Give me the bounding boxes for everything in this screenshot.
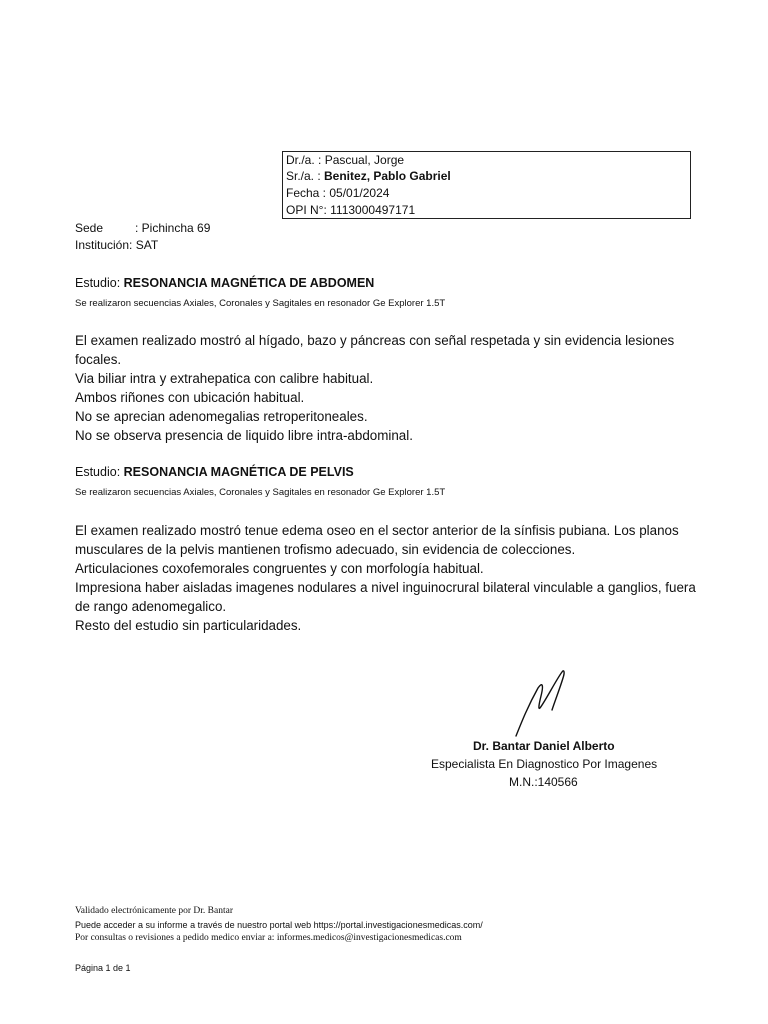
study-title: RESONANCIA MAGNÉTICA DE PELVIS bbox=[123, 465, 354, 479]
report-line: No se observa presencia de liquido libre intra-abdominal. bbox=[75, 428, 413, 443]
study-sequences: Se realizaron secuencias Axiales, Coronales y Sagitales en resonador Ge Explorer 1.5T bbox=[75, 298, 446, 309]
opi-line bbox=[286, 202, 415, 219]
page-number: Página 1 de 1 bbox=[75, 963, 131, 973]
doctor-name: Pascual, Jorge bbox=[324, 153, 405, 167]
signer-title: Especialista En Diagnostico Por Imagenes bbox=[431, 757, 658, 771]
report-line: No se aprecian adenomegalias retroperitoneales. bbox=[75, 409, 368, 424]
study-label: Estudio: bbox=[75, 465, 124, 479]
study-sequences: Se realizaron secuencias Axiales, Coronales y Sagitales en resonador Ge Explorer 1.5T bbox=[75, 487, 446, 498]
contact-note: Por consultas o revisiones a pedido medico enviar a: informes.medicos@investigacionesmedicas.com bbox=[75, 933, 462, 943]
date-value: 05/01/2024 bbox=[329, 186, 390, 200]
validation-note: Validado electrónicamente por Dr. Bantar bbox=[75, 906, 234, 916]
handwritten-signature bbox=[498, 666, 592, 740]
report-line: El examen realizado mostró al hígado, bazo y páncreas con señal respetada y sin evidencia lesiones bbox=[75, 333, 675, 348]
doctor-line bbox=[286, 152, 404, 169]
patient-name: Benitez, Pablo Gabriel bbox=[324, 169, 451, 183]
institucion-label: Institución: bbox=[75, 238, 136, 252]
opi-label: OPI N°: bbox=[286, 203, 331, 217]
institucion-line bbox=[75, 238, 158, 252]
patient-header-box bbox=[282, 151, 691, 219]
report-line: Via biliar intra y extrahepatica con calibre habitual. bbox=[75, 371, 374, 386]
report-line: Impresiona haber aisladas imagenes nodulares a nivel inguinocrural bilateral vinculable a ganglios, fuera bbox=[75, 580, 696, 595]
opi-value: 1113000497171 bbox=[330, 203, 416, 217]
study-label: Estudio: bbox=[75, 276, 124, 290]
signer-name: Dr. Bantar Daniel Alberto bbox=[473, 739, 615, 753]
sede-label: Sede bbox=[75, 221, 104, 235]
report-line: Resto del estudio sin particularidades. bbox=[75, 618, 302, 633]
date-line bbox=[286, 185, 389, 202]
study-heading bbox=[75, 465, 354, 479]
date-label: Fecha : bbox=[286, 186, 330, 200]
report-line: Articulaciones coxofemorales congruentes y con morfología habitual. bbox=[75, 561, 484, 576]
doctor-label: Dr./a. : bbox=[286, 153, 325, 167]
sede-line bbox=[75, 221, 210, 235]
sede-value: : Pichincha 69 bbox=[135, 221, 211, 235]
patient-label: Sr./a. : bbox=[286, 169, 325, 183]
institucion-value: SAT bbox=[135, 238, 159, 252]
study-heading bbox=[75, 276, 374, 290]
report-line: El examen realizado mostró tenue edema oseo en el sector anterior de la sínfisis pubiana. Los planos bbox=[75, 523, 679, 538]
report-line: de rango adenomegalico. bbox=[75, 599, 227, 614]
study-title: RESONANCIA MAGNÉTICA DE ABDOMEN bbox=[123, 276, 375, 290]
portal-note: Puede acceder a su informe a través de nuestro portal web https://portal.investigacionesmedicas.com/ bbox=[75, 920, 483, 930]
signer-license: M.N.:140566 bbox=[509, 775, 578, 789]
report-line: Ambos riñones con ubicación habitual. bbox=[75, 390, 305, 405]
patient-line bbox=[286, 168, 451, 185]
report-line: musculares de la pelvis mantienen trofismo adecuado, sin evidencia de colecciones. bbox=[75, 542, 576, 557]
report-line: focales. bbox=[75, 352, 122, 367]
